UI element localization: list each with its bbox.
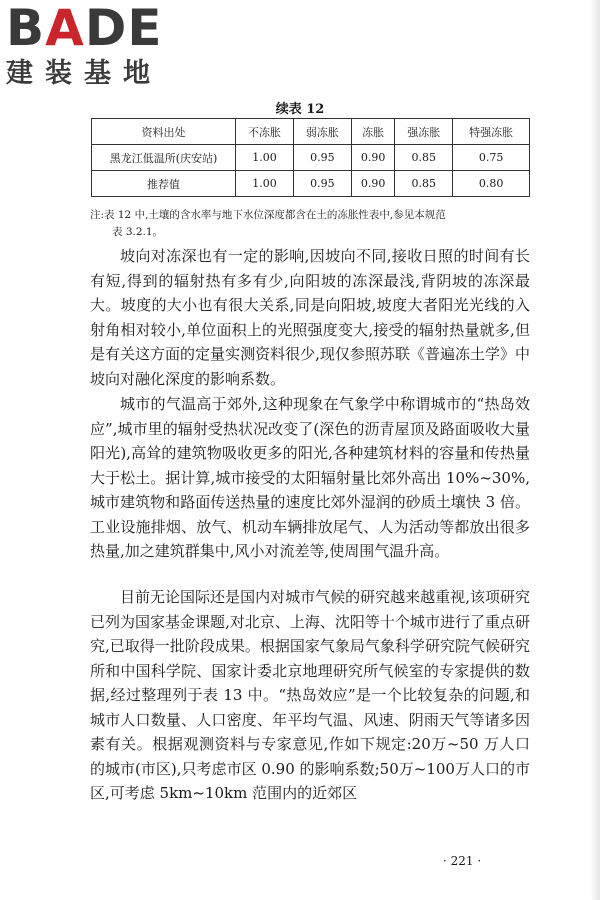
- note-line: 注:表 12 中,土壤的含水率与地下水位深度都含在土的冻胀性表中,参见本规范: [90, 209, 446, 221]
- paragraph-slope: 坡向对冻深也有一定的影响,因坡向不同,接收日照的时间有长有短,得到的辐射热有多有少,向阳坡的冻深最浅,背阴坡的冻深最大。坡度的大小也有很大关系,同是向阳坡,坡度大者阳光光线的入射角相对较小,单位面积上的光照强度变大,接受的辐射热量就多,但是有关这方面的定量实测资料很少,现仅参照苏联《普遍冻土学》中坡向对融化深度的影响系数。: [90, 247, 530, 388]
- page-edge-shadow: [590, 0, 600, 900]
- table-row: [92, 145, 530, 171]
- table-header-cell: 弱冻胀: [293, 119, 351, 145]
- table-cell: 0.75: [453, 145, 530, 171]
- table-title: 续表 12: [275, 102, 325, 117]
- table-header-cell: 强冻胀: [395, 119, 453, 145]
- logo-wordmark: BADE: [6, 0, 163, 57]
- logo-subtitle: 建装基地: [6, 58, 162, 89]
- table-note: [90, 207, 535, 241]
- note-line: 表 3.2.1。: [112, 226, 164, 238]
- table-header-cell: 冻胀: [351, 119, 394, 145]
- table-cell: 1.00: [236, 145, 294, 171]
- watermark-logo: [6, 2, 163, 90]
- table-cell: 0.95: [293, 145, 351, 171]
- table-cell: 0.95: [293, 171, 351, 197]
- table-cell: 黑龙江低温所(庆安站): [92, 145, 236, 171]
- table-cell: 0.80: [453, 171, 530, 197]
- table-cell: 1.00: [236, 171, 294, 197]
- table-row: [92, 171, 530, 197]
- table-cell: 0.90: [351, 145, 394, 171]
- page-number: · 221 ·: [443, 854, 482, 868]
- table-cell: 0.90: [351, 171, 394, 197]
- frost-heave-table: [91, 118, 530, 197]
- table-header-cell: 不冻胀: [236, 119, 294, 145]
- table-cell: 0.85: [395, 171, 453, 197]
- table-header-cell: 资料出处: [92, 119, 236, 145]
- table-header-cell: 特强冻胀: [453, 119, 530, 145]
- paragraph-heat-island: 城市的气温高于郊外,这种现象在气象学中称谓城市的“热岛效应”,城市里的辐射受热状况改变了(深色的沥青屋顶及路面吸收大量阳光),高耸的建筑物吸收更多的阳光,各种建筑材料的容量和传热量大于松土。据计算,城市接受的太阳辐射量比郊外高出 10%~30%,城市建筑物和路面传送热量的速度比郊外湿润的砂质土壤快 3 倍。工业设施排烟、放气、机动车辆排放尾气、人为活动等都放出很多热量,加之建筑群集中,风小对流差等,使周围气温升高。: [90, 395, 530, 560]
- table-cell: 推荐值: [92, 171, 236, 197]
- paragraph-urban-climate: 目前无论国际还是国内对城市气候的研究越来越重视,该项研究已列为国家基金课题,对北京、上海、沈阳等十个城市进行了重点研究,已取得一批阶段成果。根据国家气象局气象科学研究院气候研究所和中国科学院、国家计委北京地理研究所气候室的专家提供的数据,经过整理列于表 13 中。“热岛效应”是一个比较复杂的问题,和城市人口数量、人口密度、年平均气温、风速、阴雨天气等诸多因素有关。根据观测资料与专家意见,作如下规定:20万~50 万人口的城市(市区),只考虑市区 0.90 的影响系数;50万~100万人口的市区,可考虑 5km~10km 范围内的近郊区: [90, 588, 530, 802]
- table-header-row: [92, 119, 530, 145]
- table-cell: 0.85: [395, 145, 453, 171]
